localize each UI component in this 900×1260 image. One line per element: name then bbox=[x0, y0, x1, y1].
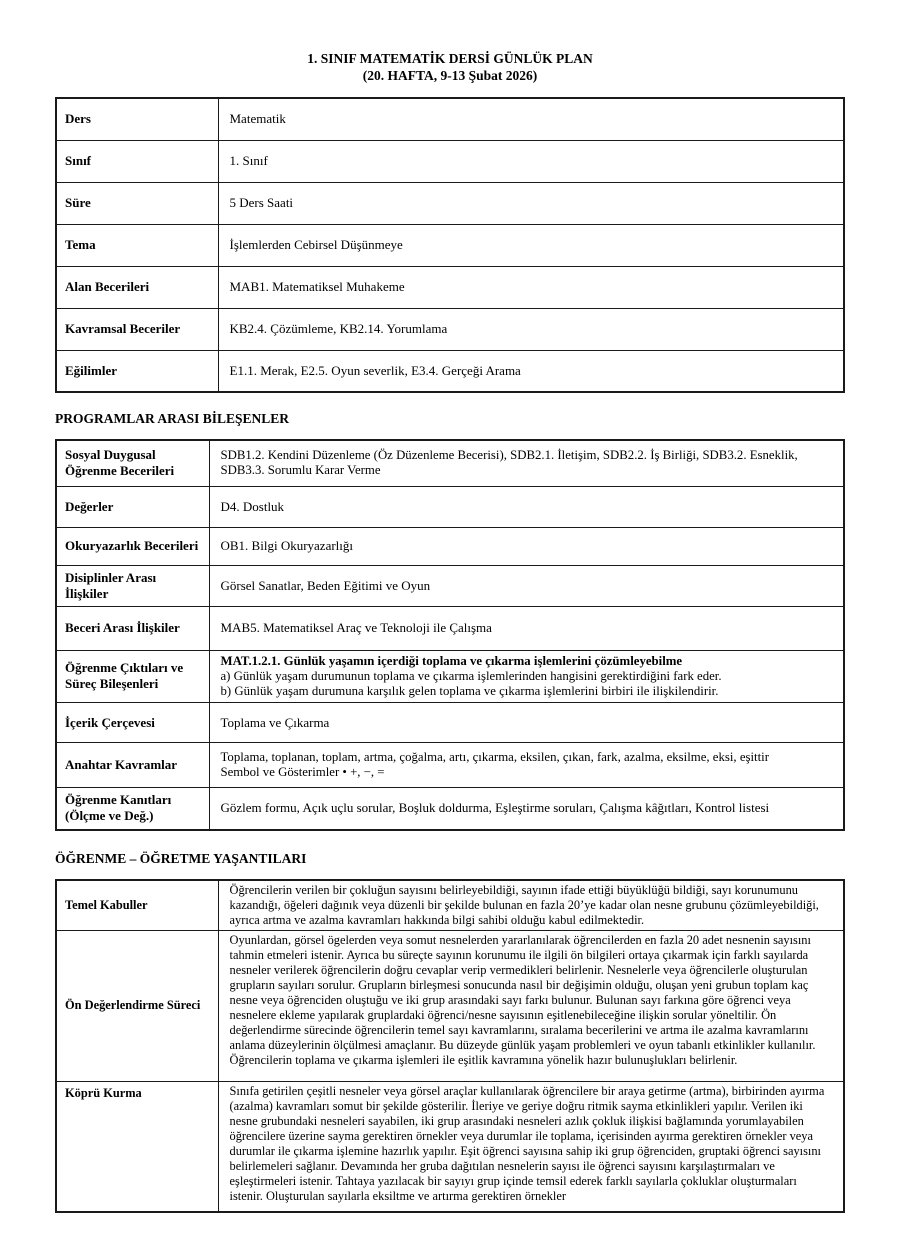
row-value: Matematik bbox=[218, 98, 844, 140]
cross-program-components-table bbox=[55, 439, 845, 831]
table-row bbox=[56, 350, 844, 392]
row-value: OB1. Bilgi Okuryazarlığı bbox=[209, 527, 844, 565]
row-value: Oyunlardan, görsel ögelerden veya somut nesnelerden yararlanılarak öğrencilerden en fazla 20 adet nesnenin sayısını tahmin etmeleri istenir. Ayrıca bu süreçte sayının korunumu ile ilgili ön bilgileri ortaya çıkarmak için farklı sayılarda nesneler verilerek öğrencilerin doğru cevaplar verip vermedikleri belirlenir. Nesnelerle veya öğrencilerle oluşturulan grupların sayıları sorulur. Grupların birleşmesi sonucunda nasıl bir değişimin olduğu, oluşan yeni grubun toplam kaç nesne veya öğrenciden oluştuğu ve iki grup arasındaki sayı farkı bulunur. Bulunan sayı farkına göre öğrenci veya nesnelere ekleme yapılarak gruplardaki öğrenci/nesne sayısının eşitlenebileceğine ilişkin sorular yöneltilir. Ön değerlendirme sürecinde öğrencilerin temel sayı kavramlarını, sıralama becerilerini ve artma ile azalma kavramlarını anlama düzeylerinin ölçülmesi amaçlanır. Bu düzeyde günlük yaşam problemleri ve oyun tabanlı etkinlikler kullanılır. Öğrencilerin toplama ve çıkarma işlemleri ile eşitlik kavramına yönelik hazır bulunuşlukları belirlenir. bbox=[218, 930, 844, 1081]
row-label: Disiplinler Arası İlişkiler bbox=[56, 565, 209, 606]
row-label: Sosyal Duygusal Öğrenme Becerileri bbox=[56, 440, 209, 486]
document-title bbox=[55, 50, 845, 84]
row-value: 1. Sınıf bbox=[218, 140, 844, 182]
row-label: Tema bbox=[56, 224, 218, 266]
table-row bbox=[56, 880, 844, 931]
row-label: Değerler bbox=[56, 486, 209, 527]
learning-outcome-item-a: a) Günlük yaşam durumunun toplama ve çıkarma işlemlerinden hangisini gerektirdiğini fark eder. bbox=[220, 668, 722, 683]
row-value: MAB1. Matematiksel Muhakeme bbox=[218, 266, 844, 308]
row-value: MAB5. Matematiksel Araç ve Teknoloji ile Çalışma bbox=[209, 606, 844, 650]
row-value: Toplama ve Çıkarma bbox=[209, 703, 844, 743]
row-value: İşlemlerden Cebirsel Düşünmeye bbox=[218, 224, 844, 266]
table-row bbox=[56, 486, 844, 527]
row-label: Sınıf bbox=[56, 140, 218, 182]
document-title-line2: (20. HAFTA, 9-13 Şubat 2026) bbox=[362, 68, 538, 83]
learning-outcome-code: MAT.1.2.1. Günlük yaşamın içerdiği toplama ve çıkarma işlemlerini çözümleyebilme bbox=[220, 653, 683, 668]
row-label: Kavramsal Beceriler bbox=[56, 308, 218, 350]
row-value: Görsel Sanatlar, Beden Eğitimi ve Oyun bbox=[209, 565, 844, 606]
table-row bbox=[56, 743, 844, 788]
table-row bbox=[56, 565, 844, 606]
key-concepts-line1: Toplama, toplanan, toplam, artma, çoğalma, artı, çıkarma, eksilen, çıkan, fark, azalma, eksilme, eksi, eşittir bbox=[220, 749, 769, 764]
row-value: D4. Dostluk bbox=[209, 486, 844, 527]
row-label: Öğrenme Çıktıları ve Süreç Bileşenleri bbox=[56, 650, 209, 703]
learning-outcome-item-b: b) Günlük yaşam durumuna karşılık gelen toplama ve çıkarma işlemlerini birbiri ile ilişkilendirir. bbox=[220, 683, 719, 698]
table-row bbox=[56, 224, 844, 266]
row-label: Anahtar Kavramlar bbox=[56, 743, 209, 788]
table-row bbox=[56, 440, 844, 486]
row-label: Temel Kabuller bbox=[56, 880, 218, 931]
general-info-table bbox=[55, 97, 845, 393]
row-label: Beceri Arası İlişkiler bbox=[56, 606, 209, 650]
document-title-line1: 1. SINIF MATEMATİK DERSİ GÜNLÜK PLAN bbox=[307, 51, 593, 66]
row-label: Süre bbox=[56, 182, 218, 224]
row-label: Okuryazarlık Becerileri bbox=[56, 527, 209, 565]
row-label: Ders bbox=[56, 98, 218, 140]
row-value: Sınıfa getirilen çeşitli nesneler veya görsel araçlar kullanılarak öğrencilere bir araya getirme (artma), birbirinden ayırma (azalma) kavramları somut bir şekilde gösterilir. İleriye ve geriye doğru ritmik sayma etkinlikleri yapılır. Verilen iki nesne grubundaki nesneleri sayabilen, iki grup arasındaki nesneleri azlık çokluk ilişkisi bağlamında yorumlayabilen öğrencilere üzerine sayma gerektiren örnekler veya durumlar ile toplama, içerisinden ayırma gerektiren örnekler veya durumlar ile çıkarma işlemine hazırlık yapılır. Eşit öğrenci sayısına sahip iki grup öğrenciden, gruptaki öğrenci sayısını belirlemeleri sağlanır. Devamında her gruba dağıtılan nesnelerin sayısı ile öğrenci sayısını karşılaştırmaları ve eşleştirmeleri istenir. Tahtaya yazılacak bir sayıyı grup içinde temsil ederek farklı sayılarla çokluklar oluşturmaları istenir. Oluşturulan sayılarla eksiltme ve artırma gerektiren örnekler bbox=[218, 1081, 844, 1212]
row-label: Alan Becerileri bbox=[56, 266, 218, 308]
key-concepts-symbols: Sembol ve Gösterimler • +, −, = bbox=[220, 765, 385, 780]
row-label: Eğilimler bbox=[56, 350, 218, 392]
table-row bbox=[56, 650, 844, 703]
row-value bbox=[209, 743, 844, 788]
table-row bbox=[56, 140, 844, 182]
row-value: Gözlem formu, Açık uçlu sorular, Boşluk doldurma, Eşleştirme soruları, Çalışma kâğıtları, Kontrol listesi bbox=[209, 788, 844, 830]
section-heading-learning-teaching: ÖĞRENME – ÖĞRETME YAŞANTILARI bbox=[55, 850, 307, 866]
row-value: SDB1.2. Kendini Düzenleme (Öz Düzenleme Becerisi), SDB2.1. İletişim, SDB2.2. İş Birliği, SDB3.2. Esneklik, SDB3.3. Sorumlu Karar Verme bbox=[209, 440, 844, 486]
row-label: İçerik Çerçevesi bbox=[56, 703, 209, 743]
learning-teaching-experiences-table bbox=[55, 879, 845, 1214]
table-row bbox=[56, 527, 844, 565]
table-row bbox=[56, 182, 844, 224]
row-value: 5 Ders Saati bbox=[218, 182, 844, 224]
table-row bbox=[56, 788, 844, 830]
table-row bbox=[56, 930, 844, 1081]
table-row bbox=[56, 1081, 844, 1212]
table-row bbox=[56, 266, 844, 308]
row-value: KB2.4. Çözümleme, KB2.14. Yorumlama bbox=[218, 308, 844, 350]
row-label: Öğrenme Kanıtları (Ölçme ve Değ.) bbox=[56, 788, 209, 830]
row-value: E1.1. Merak, E2.5. Oyun severlik, E3.4. Gerçeği Arama bbox=[218, 350, 844, 392]
row-label: Ön Değerlendirme Süreci bbox=[56, 930, 218, 1081]
section-heading-cross-program: PROGRAMLAR ARASI BİLEŞENLER bbox=[55, 411, 290, 426]
table-row bbox=[56, 606, 844, 650]
table-row bbox=[56, 308, 844, 350]
row-label: Köprü Kurma bbox=[56, 1081, 218, 1212]
row-value bbox=[209, 650, 844, 703]
table-row bbox=[56, 98, 844, 140]
row-value: Öğrencilerin verilen bir çokluğun sayısını belirleyebildiği, sayının ifade ettiği büyüklüğü bildiği, sayı korunumunu kazandığı, öğeleri dağınık veya düzenli bir şekilde bulunan en fazla 20’ye kadar olan nesne grubunu çözümleyebildiği, ayrıca artma ve azalma kavramları hakkında bilgi sahibi olduğu kabul edilmektedir. bbox=[218, 880, 844, 931]
table-row bbox=[56, 703, 844, 743]
